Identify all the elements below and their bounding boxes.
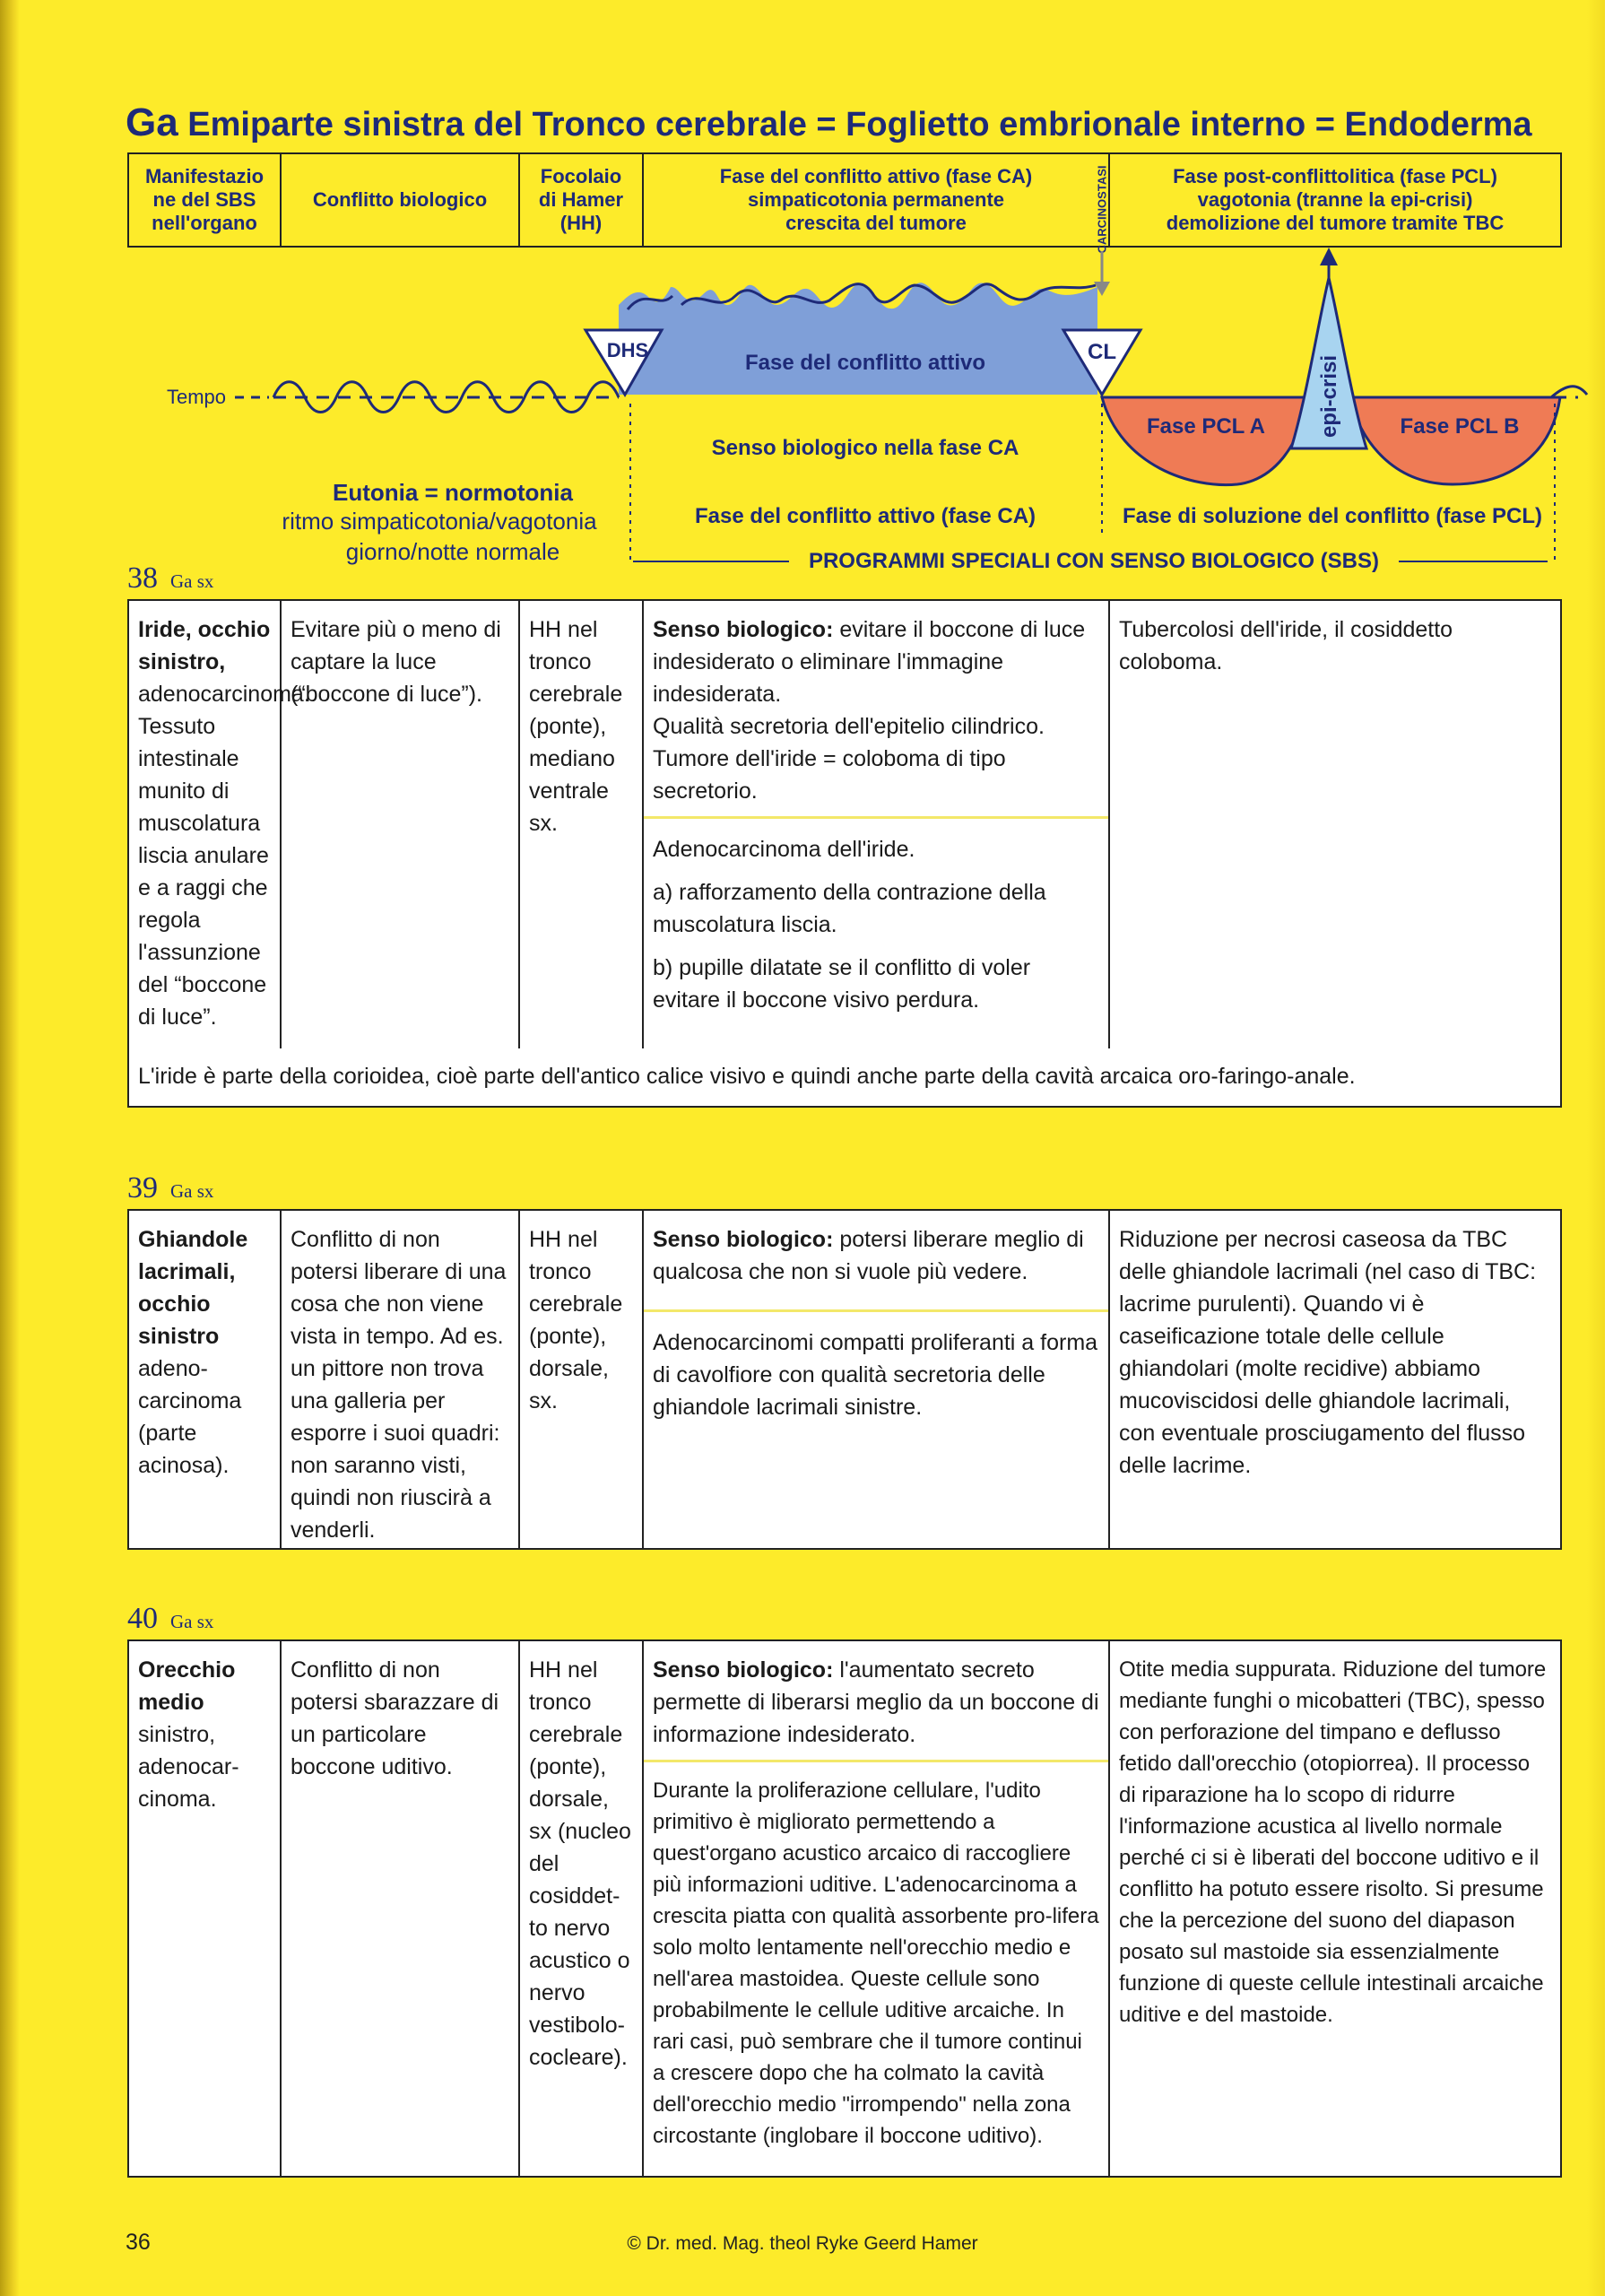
header-ca-line: Fase del conflitto attivo (fase CA) (719, 165, 1033, 187)
page-number: 36 (126, 2230, 151, 2255)
conflict-cell: Conflitto di non potersi liberare di una cosa che non viene vista in tempo. Ad es. un pittore non trova una galleria per esporre i suoi quadri: non saranno visti, quindi non riuscirà a venderli. (282, 1211, 520, 1548)
organ-cell (129, 1211, 282, 1548)
cl-label: CL (1088, 340, 1116, 364)
ca-paragraph: Adenocarcinoma dell'iride. (653, 837, 915, 862)
ca-paragraph: Adenocarcinomi compatti proliferanti a forma di cavolfiore con qualità secretoria delle ghiandole lacrimali sinistre. (653, 1330, 1098, 1420)
conflict-cell: Evitare più o meno di captare la luce (“boccone di luce”). (282, 601, 520, 1048)
pcl-phase-cell: Riduzione per necrosi caseosa da TBC delle ghiandole lacrimali (nel caso di TBC: lacrime purulenti). Quando vi è caseificazione totale delle cellule ghiandolari (molte recidive) abbiamo mucoviscidosi delle ghiandole lacrimali, con eventuale prosciugamento del flusso delle lacrime. (1119, 1227, 1537, 1478)
sense-label: Senso biologico: (653, 1227, 834, 1252)
section-number: 39 (127, 1171, 158, 1205)
ca-paragraph: b) pupille dilatate se il conflitto di voler evitare il boccone visivo perdura. (653, 955, 1031, 1013)
header-ca-line: simpaticotonia permanente (747, 188, 1005, 211)
sense-extra: Tumore dell'iride = coloboma di tipo secretorio. (653, 746, 1006, 804)
active-phase-label: Fase del conflitto attivo (744, 351, 986, 375)
header-ca-line: crescita del tumore (785, 212, 967, 234)
biological-sense (644, 1641, 1108, 1760)
organ-cell (129, 1641, 282, 2176)
header-hh-line: di Hamer (538, 188, 624, 211)
active-phase-description (644, 1760, 1108, 2171)
header-hh-line: Focolaio (540, 165, 622, 187)
header-pcl-line: demolizione del tumore tramite TBC (1166, 212, 1505, 234)
eutonia-label: Eutonia = normotonia (333, 479, 573, 506)
section-40-row (127, 1639, 1562, 2178)
header-pcl-line: Fase post-conflittolitica (fase PCL) (1173, 165, 1497, 187)
sense-extra: Qualità secretoria dell'epitelio cilindrico. (653, 714, 1045, 739)
active-phase-cell (644, 1211, 1110, 1548)
pcl-phase-cell: Tubercolosi dell'iride, il cosiddetto coloboma. (1119, 617, 1453, 674)
tempo-label: Tempo (167, 386, 227, 408)
section-38-row (127, 599, 1562, 1050)
hh-cell: HH nel tronco cerebrale (ponte), dorsale, sx (nucleo del cosiddet-to nervo acustico o nervo vestibolo-cocleare). (520, 1641, 644, 2176)
organ-description: adenocarcinoma. Tessuto intestinale munito di muscolatura liscia anulare e a raggi che regola l'assunzione del “boccone di luce”. (138, 682, 310, 1030)
hh-cell: HH nel tronco cerebrale (ponte), mediano ventrale sx. (520, 601, 644, 1048)
sense-label: Senso biologico: (653, 617, 834, 642)
organ-description: sinistro, adenocar-cinoma. (138, 1722, 239, 1812)
organ-cell (129, 601, 310, 1048)
header-organ-line: Manifestazio (144, 165, 265, 187)
pcl-b-label: Fase PCL B (1400, 414, 1520, 439)
section-40-heading (127, 1602, 213, 1636)
sense-text: evitare il boccone di luce indesiderato o eliminare l'immagine indesiderata. (653, 617, 1086, 707)
header-pcl-line: vagotonia (tranne la epi-crisi) (1197, 188, 1473, 211)
organ-name: Orecchio medio (138, 1657, 236, 1715)
biological-sense (644, 601, 1108, 816)
hh-cell: HH nel tronco cerebrale (ponte), dorsale, sx. (520, 1211, 644, 1548)
programmi-label: PROGRAMMI SPECIALI CON SENSO BIOLOGICO (SBS) (808, 549, 1380, 573)
biological-sense (644, 1211, 1108, 1297)
section-suffix: Ga sx (170, 570, 214, 592)
section-number: 40 (127, 1602, 158, 1635)
ca-paragraph: Durante la proliferazione cellulare, l'udito primitivo è migliorato permettendo a quest'organo acustico arcaico di raccogliere più informazioni uditive. L'adenocarcinoma a crescita piatta con qualità assorbente pro-lifera solo molto lentamente nell'orecchio medio e nell'area mastoidea. Queste cellule sono probabilmente le cellule uditive arcaiche. In rari casi, può sembrare che il tumore continui a crescere dopo che ha colmato la cavità dell'orecchio medio "irrompendo" nella zona circostante (inglobare il boccone uditivo). (653, 1779, 1099, 2148)
organ-name: Ghiandole lacrimali, occhio sinistro (138, 1227, 248, 1349)
fase-ca-label: Fase del conflitto attivo (fase CA) (694, 504, 1037, 528)
pcl-a-label: Fase PCL A (1146, 414, 1266, 439)
active-phase-description (644, 1309, 1108, 1443)
header-hh-line: (HH) (559, 212, 603, 234)
pcl-phase-cell: Otite media suppurata. Riduzione del tumore mediante funghi o micobatteri (TBC), spesso con perforazione del timpano e deflusso fetido dall'orecchio (otopiorrea). Il processo di riparazione ha lo scopo di ridurre l'informazione acustica al livello normale perché ci si è liberati del boccone uditivo e il conflitto ha potuto essere risolto. Si presume che la percezione del suono del diapason posato sul mastoide sia essenzialmente funzione di queste cellule intestinali arcaiche uditive e del mastoide. (1119, 1657, 1547, 2027)
giorno-label: giorno/notte normale (345, 538, 560, 565)
header-organ-line: nell'organo (152, 212, 257, 234)
active-phase-cell (644, 601, 1110, 1048)
section-suffix: Ga sx (170, 1180, 214, 1202)
section-39-row (127, 1209, 1562, 1550)
post-pcl-wave (1551, 387, 1587, 397)
ritmo-label: ritmo simpaticotonia/vagotonia (282, 508, 597, 535)
section-38-heading (127, 561, 213, 596)
copyright: © Dr. med. Mag. theol Ryke Geerd Hamer (627, 2233, 978, 2254)
organ-name: Iride, occhio sinistro, (138, 617, 271, 674)
ca-paragraph: a) rafforzamento della contrazione della muscolatura liscia. (653, 880, 1046, 937)
dhs-label: DHS (606, 339, 649, 361)
carcinostasi-text: CARCINOSTASI (1095, 165, 1109, 253)
epicrisi-arrow-head (1320, 248, 1338, 265)
senso-ca-label: Senso biologico nella fase CA (711, 436, 1019, 460)
sense-text: l'aumentato secreto permette di liberarsi meglio da un boccone di informazione indesiderato. (653, 1657, 1099, 1747)
active-phase-description (644, 816, 1108, 1036)
section-38-note: L'iride è parte della corioidea, cioè parte dell'antico calice visivo e quindi anche parte della cavità arcaica oro-faringo-anale. (127, 1048, 1562, 1108)
epicrisi-label: epi-crisi (1317, 354, 1341, 438)
conflict-cell: Conflitto di non potersi sbarazzare di un particolare boccone uditivo. (282, 1641, 520, 2176)
fase-pcl-label: Fase di soluzione del conflitto (fase PCL) (1122, 504, 1543, 528)
sense-label: Senso biologico: (653, 1657, 834, 1683)
sense-text: potersi liberare meglio di qualcosa che non si vuole più vedere. (653, 1227, 1084, 1284)
pcl-b-bowl (1349, 397, 1560, 484)
section-39-heading (127, 1171, 213, 1205)
header-organ-line: ne del SBS (152, 188, 256, 211)
pcl-a-bowl (1102, 397, 1309, 485)
title-text: Emiparte sinistra del Tronco cerebrale = Foglietto embrionale interno = Endoderma (187, 106, 1532, 144)
section-number: 38 (127, 561, 158, 595)
title-code: Ga (126, 100, 178, 144)
sbs-phase-diagram (0, 0, 1605, 628)
section-suffix: Ga sx (170, 1611, 214, 1632)
active-phase-cell (644, 1641, 1110, 2176)
organ-description: adeno-carcinoma (parte acinosa). (138, 1356, 242, 1478)
header-conflict-label: Conflitto biologico (312, 188, 488, 211)
